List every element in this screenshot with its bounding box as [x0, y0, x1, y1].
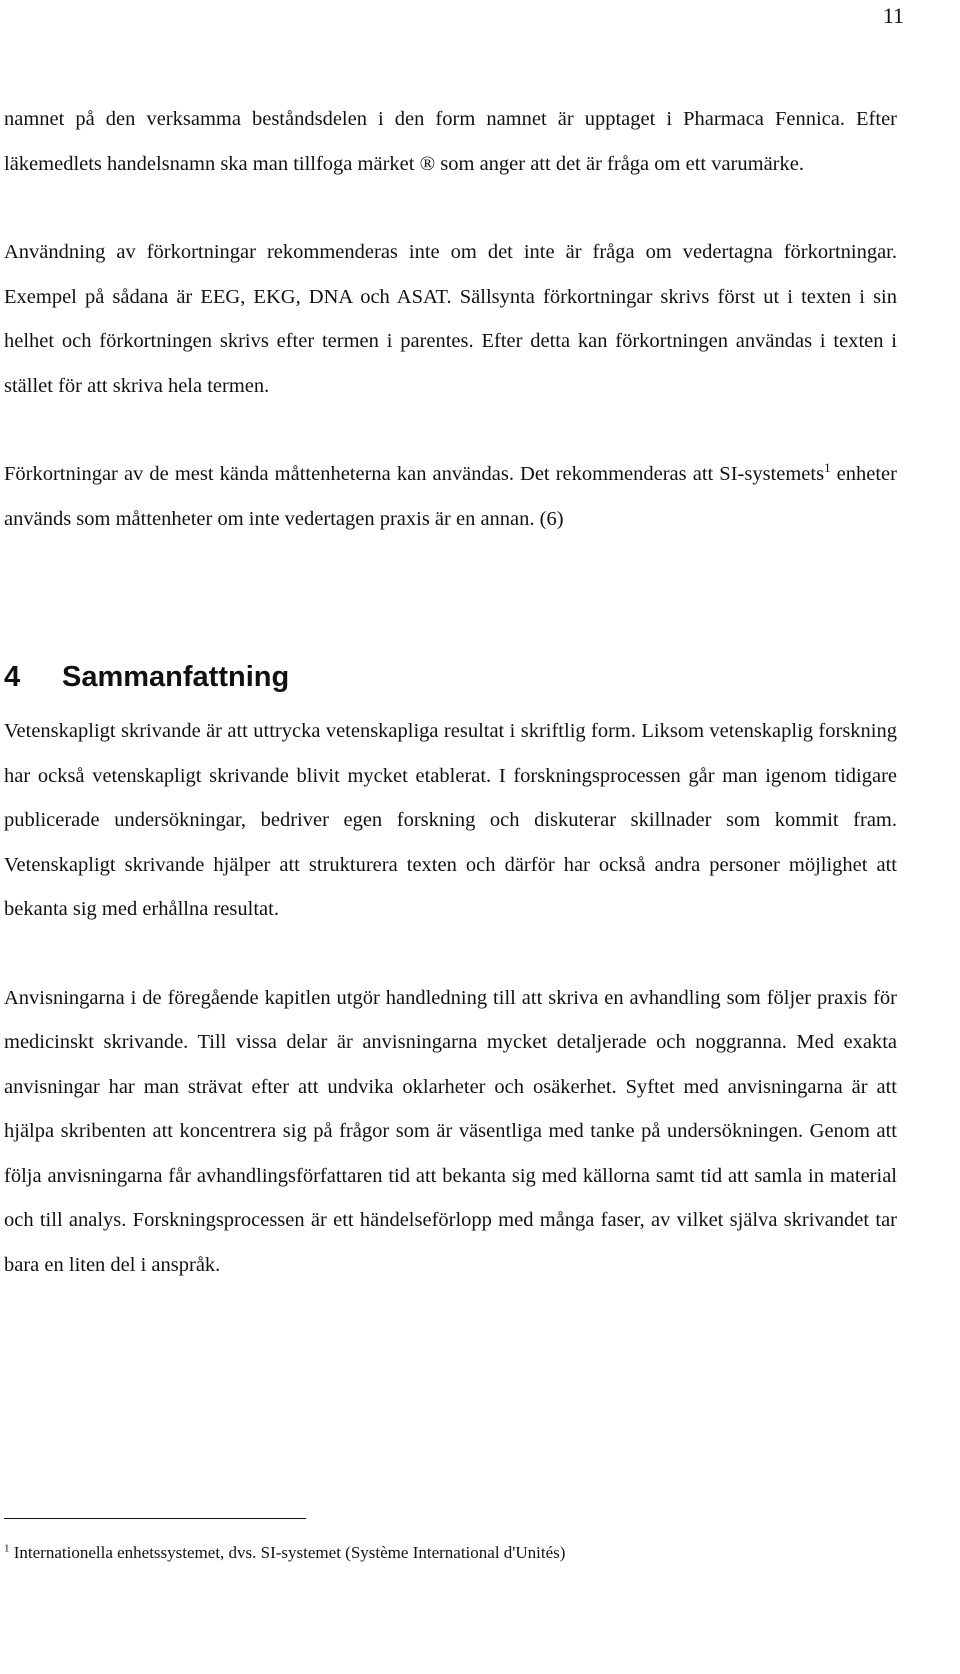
section-number: 4 [4, 661, 21, 693]
footnote-text: Internationella enhetssystemet, dvs. SI-systemet (Système International d'Unités) [9, 1543, 566, 1562]
paragraph-summary-2: Anvisningarna i de föregående kapitlen utgör handledning till att skriva en avhandling som följer praxis för medicinskt skrivande. Till vissa delar är anvisningarna mycket detaljerade och noggranna. Med exakta anvisningar har man strävat efter att undvika oklarheter och osäkerhet. Syftet med anvisningarna är att hjälpa skribenten att koncentrera sig på frågor som är väsentliga med tanke på undersökningen. Genom att följa anvisningarna får avhandlingsförfattaren tid att bekanta sig med källorna samt tid att samla in material och till analys. Forskningsprocessen är ett händelseförlopp med många faser, av vilket själva skrivandet tar bara en liten del i anspråk. [4, 986, 897, 1276]
section-heading [4, 645, 897, 709]
footnote-reference: 1 [824, 460, 831, 476]
footnote [4, 1538, 565, 1568]
section-title: Sammanfattning [62, 661, 290, 693]
units-text-after: enheter används som måttenheter om inte vedertagen praxis är en annan. (6) [4, 463, 897, 530]
paragraph-abbreviations: Användning av förkortningar rekommenderas inte om det inte är fråga om vedertagna förkortningar. Exempel på sådana är EEG, EKG, DNA och ASAT. Sällsynta förkortningar skrivs först ut i texten i sin helhet och förkortningen skrivs efter termen i parentes. Efter detta kan förkortningen användas i texten i stället för att skriva hela termen. [4, 241, 897, 397]
paragraph-units [4, 452, 897, 541]
units-text-before: Förkortningar av de mest kända måttenheterna kan användas. Det rekommenderas att SI-systemets [4, 463, 825, 485]
footnote-divider [4, 1518, 306, 1519]
footnote-marker: 1 [4, 1542, 10, 1555]
page-body [4, 97, 897, 1287]
paragraph-trademark: namnet på den verksamma beståndsdelen i den form namnet är upptaget i Pharmaca Fennica. Efter läkemedlets handelsnamn ska man tillfoga märket ® som anger att det är fråga om ett varumärke. [4, 108, 897, 175]
paragraph-summary-1: Vetenskapligt skrivande är att uttrycka vetenskapliga resultat i skriftlig form. Liksom vetenskaplig forskning har också vetenskapligt skrivande blivit mycket etablerat. I forskningsprocessen går man igenom tidigare publicerade undersökningar, bedriver egen forskning och diskuterar skillnader som kommit fram. Vetenskapligt skrivande hjälper att strukturera texten och därför har också andra personer möjlighet att bekanta sig med erhållna resultat. [4, 720, 897, 920]
page-number: 11 [882, 3, 904, 28]
